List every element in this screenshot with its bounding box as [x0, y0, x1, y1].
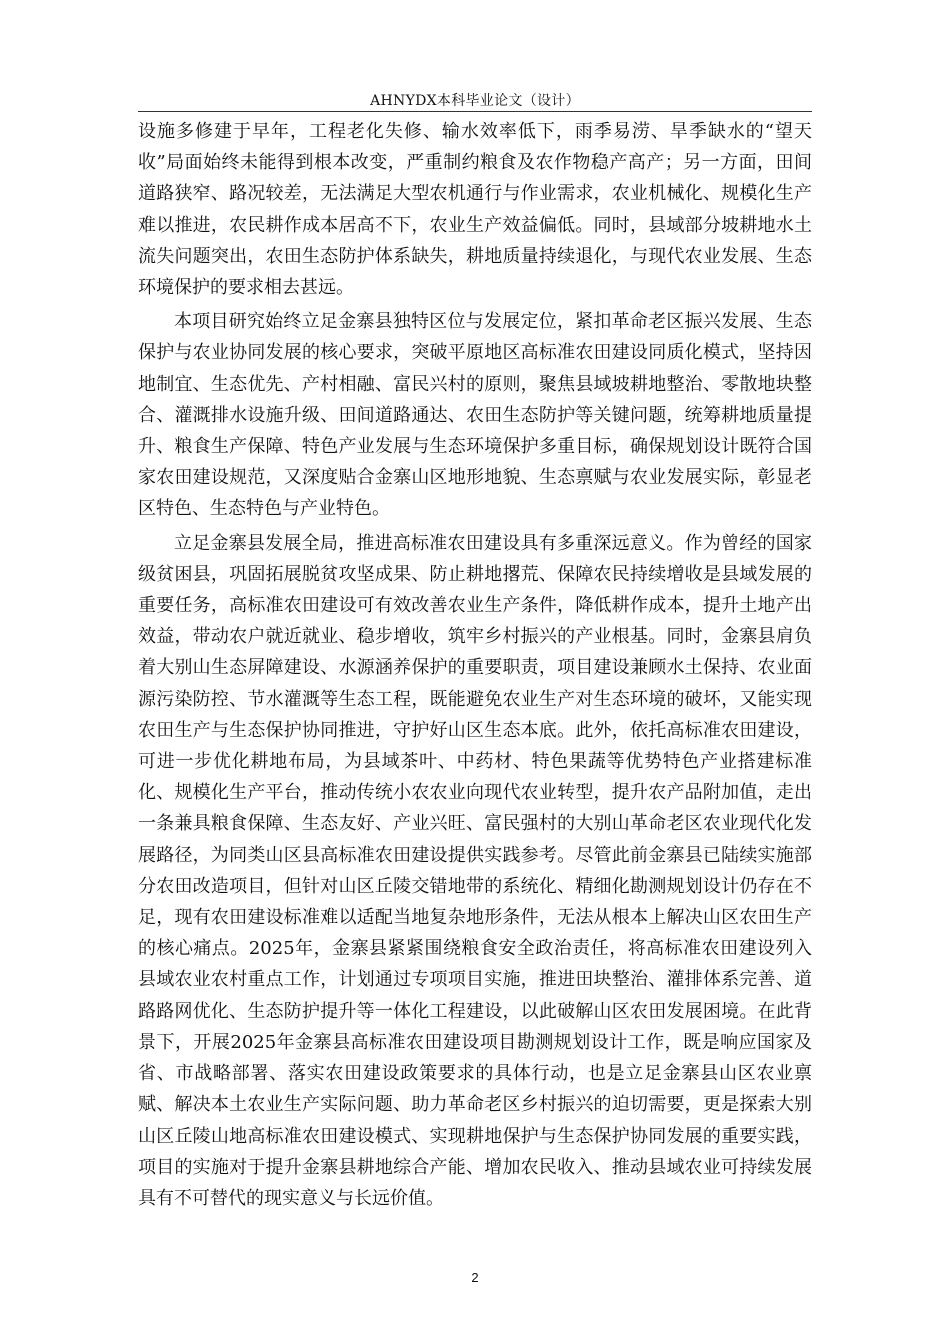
running-header: AHNYDX本科毕业论文（设计） [370, 93, 580, 109]
paragraph-2: 本项目研究始终立足金寨县独特区位与发展定位，紧扣革命老区振兴发展、生态保护与农业协同发展的核心要求，突破平原地区高标准农田建设同质化模式，坚持因地制宜、生态优先、产村相融、富民兴村的原则，聚焦县域坡耕地整治、零散地块整合、灌溉排水设施升级、田间道路通达、农田生态防护等关键问题，统筹耕地质量提升、粮食生产保障、特色产业发展与生态环境保护多重目标，确保规划设计既符合国家农田建设规范，又深度贴合金寨山区地形地貌、生态禀赋与农业发展实际，彰显老区特色、生态特色与产业特色。 [138, 311, 812, 520]
body-text [138, 116, 812, 1214]
header-rule [138, 111, 812, 112]
paragraph-3: 立足金寨县发展全局，推进高标准农田建设具有多重深远意义。作为曾经的国家级贫困县，巩固拓展脱贫攻坚成果、防止耕地撂荒、保障农民持续增收是县域发展的重要任务，高标准农田建设可有效改善农业生产条件，降低耕作成本，提升土地产出效益，带动农户就近就业、稳步增收，筑牢乡村振兴的产业根基。同时，金寨县肩负着大别山生态屏障建设、水源涵养保护的重要职责，项目建设兼顾水土保持、农业面源污染防控、节水灌溉等生态工程，既能避免农业生产对生态环境的破坏，又能实现农田生产与生态保护协同推进，守护好山区生态本底。此外，依托高标准农田建设，可进一步优化耕地布局，为县域茶叶、中药材、特色果蔬等优势特色产业搭建标准化、规模化生产平台，推动传统小农农业向现代农业转型，提升农产品附加值，走出一条兼具粮食保障、生态友好、产业兴旺、富民强村的大别山革命老区农业现代化发展路径，为同类山区县高标准农田建设提供实践参考。尽管此前金寨县已陆续实施部分农田改造项目，但针对山区丘陵交错地带的系统化、精细化勘测规划设计仍存在不足，现有农田建设标准难以适配当地复杂地形条件，无法从根本上解决山区农田生产的核心痛点。2025年，金寨县紧紧围绕粮食安全政治责任，将高标准农田建设列入县域农业农村重点工作，计划通过专项项目实施，推进田块整治、灌排体系完善、道路路网优化、生态防护提升等一体化工程建设，以此破解山区农田发展困境。在此背景下，开展2025年金寨县高标准农田建设项目勘测规划设计工作，既是响应国家及省、市战略部署、落实农田建设政策要求的具体行动，也是立足金寨县山区农业禀赋、解决本土农业生产实际问题、助力革命老区乡村振兴的迫切需要，更是探索大别山区丘陵山地高标准农田建设模式、实现耕地保护与生态保护协同发展的重要实践，项目的实施对于提升金寨县耕地综合产能、增加农民收入、推动县域农业可持续发展具有不可替代的现实意义与长远价值。 [138, 532, 812, 1209]
paragraph-1: 设施多修建于早年，工程老化失修、输水效率低下，雨季易涝、旱季缺水的“望天收”局面始终未能得到根本改变，严重制约粮食及农作物稳产高产；另一方面，田间道路狭窄、路况较差，无法满足大型农机通行与作业需求，农业机械化、规模化生产难以推进，农民耕作成本居高不下，农业生产效益偏低。同时，县域部分坡耕地水土流失问题突出，农田生态防护体系缺失，耕地质量持续退化，与现代农业发展、生态环境保护的要求相去甚远。 [138, 121, 812, 299]
page-number: 2 [471, 1270, 479, 1285]
